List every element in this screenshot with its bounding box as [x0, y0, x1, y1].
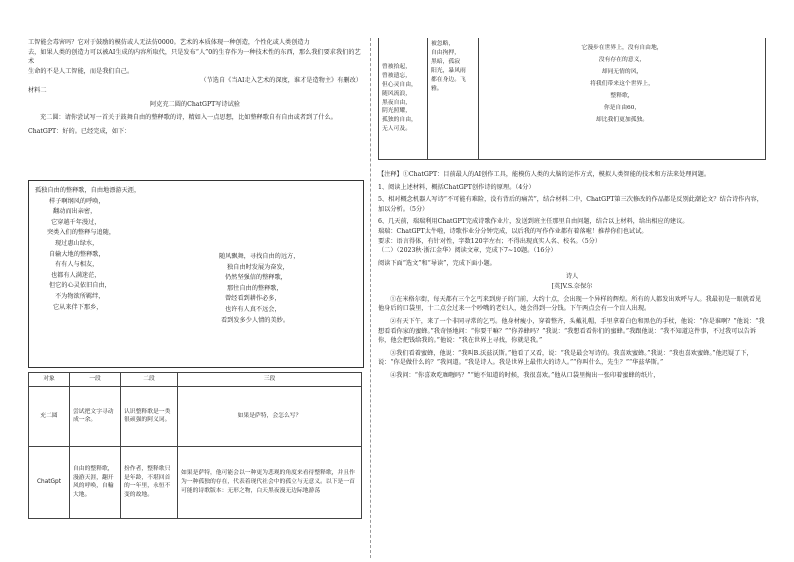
left-column [28, 0, 362, 562]
poem-line: 也许有人真不远会， [225, 306, 281, 314]
table-header: 一段 [70, 373, 121, 387]
table-cell [379, 38, 428, 160]
poem-line: 整释歌， [610, 92, 634, 99]
poem-line: 黑夜自由， [382, 99, 411, 106]
poem-line: 现过惠山绿水， [55, 240, 99, 248]
poem-line: 没有存在的意义， [598, 56, 646, 63]
poem-line: 样子啊纲风的呼唤， [49, 197, 105, 205]
poem-line: 黑暗，孤寂 [431, 58, 460, 65]
poem-box [28, 180, 364, 368]
intro-line: 工智能会毒害吗？它对于鼓励的模仿或人无法仿0000。艺术的本质体现一种创造，个性化或人类创造力 [28, 39, 310, 46]
poem-line: 也都有人满迷茫， [51, 271, 101, 279]
poem-line: 孤独自由的整释歌，自由地漂游天涯， [35, 187, 141, 194]
table-cell [479, 38, 766, 160]
table-cell: 扮作者，整释歌只是年龄，不堪回首的一年里，永恒不变的故地。 [121, 446, 178, 518]
poem-line: 却比我们更加孤独。 [595, 116, 649, 123]
poem-line: 阳光，暴风雨 [431, 67, 466, 74]
poem-line: 但它的心灵依旧自由， [49, 282, 111, 290]
table-cell: ChatGpt [29, 446, 70, 518]
table-header: 三段 [178, 373, 362, 387]
material-paragraph: ChatGPT：好的。已经完成，如下： [28, 127, 131, 135]
questions-section [378, 170, 766, 381]
table-row [29, 446, 362, 518]
poem-line: 看到发多少人情的美妙。 [221, 316, 290, 324]
table-cell: 如果是萨特，会怎么写？ [178, 386, 362, 446]
poem-line: 无人可及。 [382, 126, 411, 133]
poem-line: 但心灵自由， [382, 81, 417, 88]
table-cell [428, 38, 479, 160]
table-cell: 认识整释歌是一类很顽强的阿义词。 [121, 386, 178, 446]
source-note: （节选自《当AI走入艺术的深度，谁才是造物主》有删改） [200, 77, 362, 85]
poem-line: 那往自由的整释歌， [227, 284, 283, 292]
intro-line: 生命的不是人工智能，而是我们自己。 [28, 67, 134, 75]
poem-line: 将我们带来这个世界上， [590, 80, 654, 87]
table-header-row [29, 373, 362, 387]
poem-line: 它穿越千年漫过， [51, 218, 101, 226]
poem-line: 阴光照耀， [382, 108, 411, 115]
intro-paragraph [28, 38, 362, 136]
table-cell: 如果是萨特，他可能会以一种更为悲观的角度来看待整释歌，并且作为一种孤独的存在，代表着现代社会中的孤立与无意义。以下是一首可能的诗歌版本：无形之物，白天黑夜漫无边际地游荡 [178, 446, 362, 518]
story-author: [英]V.S.奈保尔 [551, 283, 593, 291]
question: 1、阅读上述材料，概括ChatGPT创作诗的原理。（4分） [378, 183, 535, 191]
poem-line: 它漫步在世界上，没有自由地， [581, 45, 663, 51]
story-paragraph: ②有天下午，来了一个非同寻常的乞丐。他身材瘦小，穿着整齐，头戴礼帽，手里拿着白色和黑色的手杖，他说：“你是谁啊？”他说：“我想看看你家的蜜蜂。”我奇怪地问：“你要干嘛？”“你养蜂吗？”我说：“我想看看你们的蜜蜂。”我跟他说：“我不知道这件事，不过我可以告诉你，他会把钱给我的。”他说：“我在世界上寻找，你就是我。” [378, 317, 765, 345]
poem-line: 曾被拾起， [382, 63, 411, 70]
poem-left [35, 185, 185, 312]
table-header: 对象 [29, 373, 70, 387]
annotation-note: 【注释】①ChatGPT：目前最人的AI创作工具，能模仿人类的大脑的运作方式，模拟人类智能的技术和方法来处理问题。 [378, 171, 711, 178]
poem-line: 自由拘押， [431, 49, 460, 56]
section-heading: （二）（2023秋·浙江金华）阅读文章，完成下7~10题。（16分） [378, 247, 557, 255]
story-paragraph: ④我问：“你喜欢吃咖喱吗？”“她不知道的时候，我很喜欢。”他从口袋里掏出一张印着蜜蜂的纸片， [390, 371, 660, 379]
story-title: 诗人 [565, 273, 579, 281]
question-requirement: 要求：语言得体，有针对性，字数120字左右；不得出现真实人名、校名。（5分） [378, 237, 602, 245]
poem-line: 曾经看到耕作必多， [225, 295, 281, 303]
table-cell: 充二圆 [29, 386, 70, 446]
poem-line: 随风流浪， [382, 90, 411, 97]
story-paragraph: ①在米格尔街，每天都有三个乞丐来到房子的门前，大约十点，会出现一个异样的辉煌。所有的人都发出欢呼与人。我最初是一眼就看见他身后的口袋里，十二点会过来一个吵嘴的老妇人，她会得到一分钱。下午两点会有一个盲人出现。 [378, 295, 762, 313]
poem-line: 有有人与相友， [55, 261, 99, 269]
poem-line: 翻动而出亲密， [53, 208, 97, 216]
story-paragraph: ③我们看着蜜蜂，他说：“我叫B.沃兹沃斯。”他看了又看，说：“我是最会写诗的。我喜欢蜜蜂。”我说：“我也喜欢蜜蜂。”他迟疑了下，说：“你是做什么的？”我问道。“我是诗人。我是世界上最伟大的诗人。”“你叫什么，先生？”“华兹华斯。” [378, 349, 753, 367]
poem-line: 不为物欲所羁绊， [55, 293, 105, 301]
material-paragraph: 充二圆：请你尝试写一首关于鼓舞自由的整释歌的诗，精如入一点思想，比如整释歌自有自由或者到了什么。 [40, 114, 337, 122]
poem-line: 孤独的自由， [382, 117, 417, 124]
intro-line: 去，如果人类的创造力可以被AI生成的内容所取代，只是发布“人”0的生存作为一种技术性的东西，那么我们要求我们的艺术 [28, 48, 361, 66]
poem-line: 独自由时发展为奋发， [227, 263, 289, 271]
question-scenario: 瑞瑞：ChatGPT太牛啦，诗歌作业分分钟完成，以后我的写作作业都有着落啦！推荐你们也试试。 [378, 228, 648, 236]
column-divider [370, 38, 371, 558]
poem-line: 突类入们的整释与追随， [47, 229, 116, 237]
poem-line: 它从来伴下那乡， [53, 303, 103, 311]
poem-line: 都在身边。飞雅。 [431, 76, 466, 92]
poem-line: 随风飘舞，寻找自由的远方， [219, 253, 300, 260]
poem-line: 却同无情的风， [601, 68, 643, 75]
comparison-table [28, 372, 362, 519]
table-header: 二段 [121, 373, 178, 387]
poem-continuation-table [378, 38, 766, 160]
table-cell: 自由的整释歌，漫游天涯，翻开风的呼唤，自輸大地。 [70, 446, 121, 518]
poem-line: 自输大地的整释歌， [49, 250, 105, 258]
table-row [379, 38, 766, 160]
poem-line: 被忽略， [431, 41, 455, 47]
instruction: 阅读下面“选文”和“导读”，完成下面小题。 [378, 259, 496, 267]
material-label: 材料二 [28, 87, 47, 95]
poem-right [219, 251, 359, 325]
poem-line: 你是自由60， [603, 104, 641, 111]
poem-line: 曾被遗忘， [382, 72, 411, 79]
material-title: 阿克充二圆的ChatGPT写诗试验 [149, 100, 240, 108]
right-column [378, 0, 766, 562]
question: 5、相对概念机器人写诗“不可能有难险，没有背后的痛苦”，结合材料二中，ChatGPT第三次修改的作品都是反别此潮论文？结合诗作内容，加以分析。（5分） [378, 196, 763, 213]
table-cell: 尝试把文字寻动成一余。 [70, 386, 121, 446]
question: 6、几天前，瑞瑞利用ChatGPT完成诗歌作业片，发送到班主任那里自由问题，结合以上材料，给出相应的建议。 [378, 218, 689, 226]
table-row [29, 386, 362, 446]
poem-line: 仍然坚强信的整释歌， [225, 274, 287, 282]
